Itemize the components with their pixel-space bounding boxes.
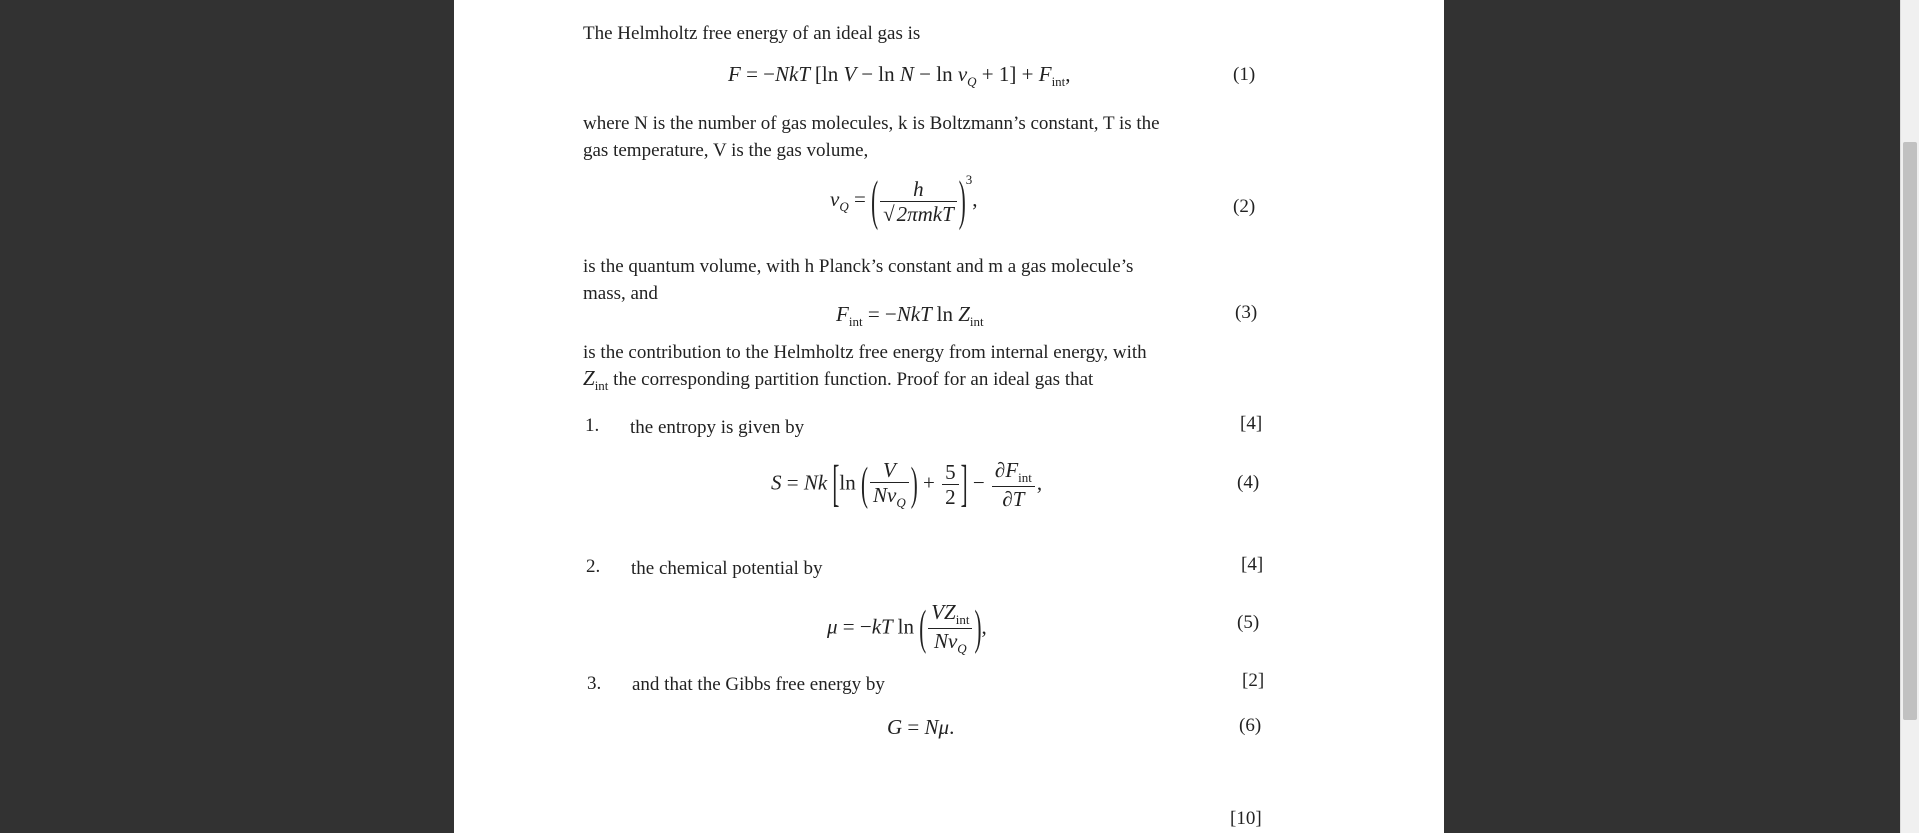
equation-number-4: (4): [1237, 472, 1260, 493]
contribution-paragraph-line2: $Z_{int}$ the corresponding partition function. Proof for an ideal gas that: [583, 366, 1094, 393]
contribution-paragraph-line1: is the contribution to the Helmholtz free energy from internal energy, with: [583, 342, 1147, 363]
list-item-text-3: and that the Gibbs free energy by: [632, 674, 885, 695]
equation-number-3: (3): [1235, 302, 1258, 323]
scrollbar-thumb[interactable]: [1903, 142, 1917, 720]
list-item-number-1: 1.: [585, 415, 600, 436]
list-item-text-1: the entropy is given by: [630, 417, 805, 438]
list-item-marks-2: [4]: [1241, 554, 1264, 575]
equation-helmholtz: F = −NkT [ln $V - \ln N - \ln v_Q + 1] + F_{int}$,: [728, 62, 1071, 90]
list-item-marks-3: [2]: [1242, 670, 1265, 691]
list-item-number-3: 3.: [587, 673, 602, 694]
equation-quantum-volume: $v_Q$ = ( $\frac{h}{\text{√2πmkT}}$ )$^3$,: [830, 168, 978, 232]
equation-number-5: (5): [1237, 612, 1260, 633]
equation-number-1: (1): [1233, 64, 1256, 85]
intro-text: The Helmholtz free energy of an ideal gas is: [583, 23, 921, 44]
equation-number-2: (2): [1233, 196, 1256, 217]
equation-chemical-potential: μ = −kT ln ( $\frac{VZ_{int}}{Nv_Q}$ ),: [827, 599, 987, 657]
quantum-paragraph-line2: mass, and: [583, 283, 658, 304]
equation-internal-energy: $F_{int} = -NkT$ $\ln Z_{int}$: [836, 302, 984, 330]
equation-number-6: (6): [1239, 715, 1262, 736]
total-marks: [10]: [1230, 808, 1262, 829]
list-item-marks-1: [4]: [1240, 413, 1263, 434]
quantum-paragraph-line1: is the quantum volume, with h Planck’s constant and m a gas molecule’s: [583, 256, 1134, 277]
list-item-number-2: 2.: [586, 556, 601, 577]
where-paragraph-line1: where N is the number of gas molecules, k is Boltzmann’s constant, T is the: [583, 113, 1160, 134]
where-paragraph-line2: gas temperature, V is the gas volume,: [583, 140, 869, 161]
vertical-scrollbar[interactable]: [1900, 0, 1919, 833]
equation-entropy: S = Nk [ln ( $\frac{V}{Nv_Q}$ ) + $\frac{5}{2}$ ] − $\frac{\partial F_{int}}{\partial T}$ ,: [771, 454, 1043, 513]
equation-gibbs: G = Nμ.: [887, 715, 955, 739]
list-item-text-2: the chemical potential by: [631, 558, 823, 579]
